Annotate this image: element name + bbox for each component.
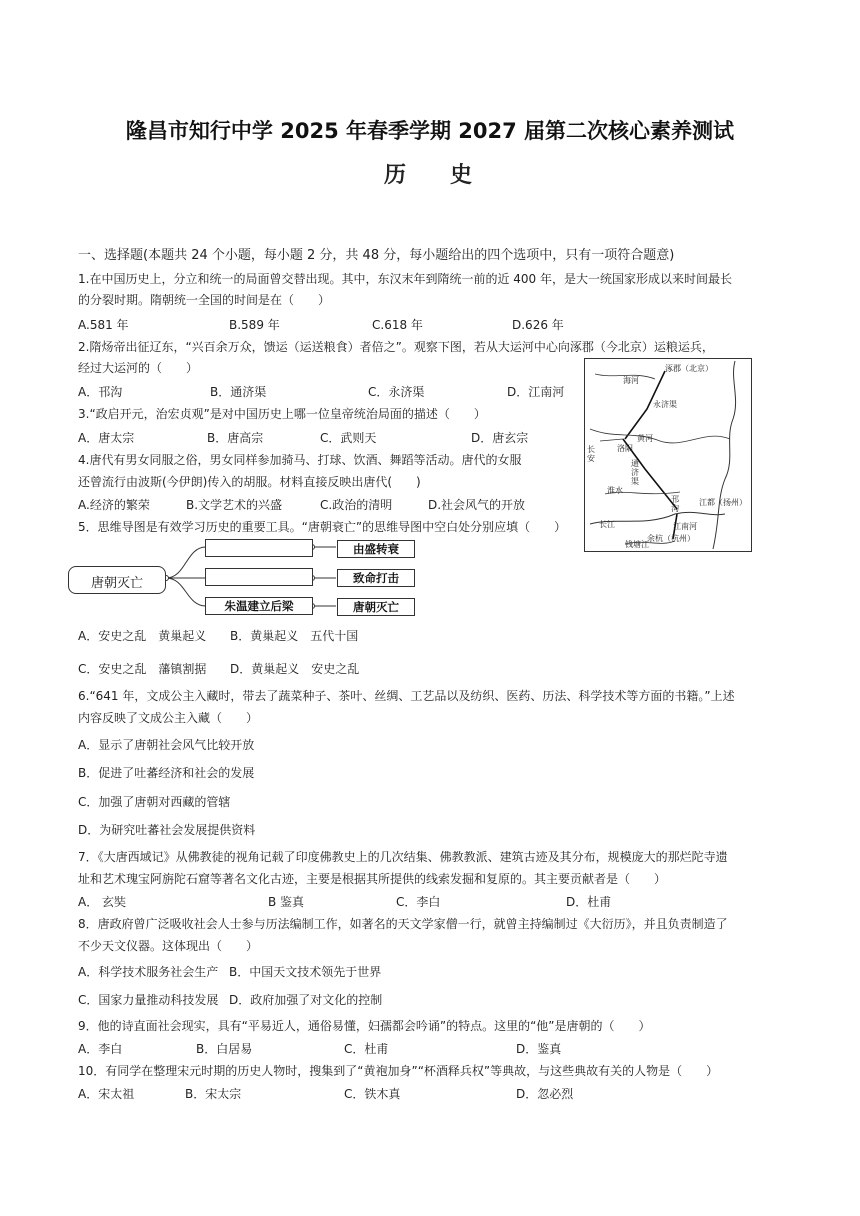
q5-stem: 5．思维导图是有效学习历史的重要工具。“唐朝衰亡”的思维导图中空白处分别应填（ ） xyxy=(78,520,567,534)
q3-option-d[interactable]: D．唐玄宗 xyxy=(471,431,529,445)
q7-option-a[interactable]: A． 玄奘 xyxy=(78,895,127,909)
q4-stem-line2: 还曾流行由波斯(今伊朗)传入的胡服。材料直接反映出唐代( ) xyxy=(78,475,421,489)
q7-stem-line1: 7．《大唐西域记》从佛教徒的视角记载了印度佛教史上的几次结集、佛教教派、建筑古迹及其分布，规模庞大的那烂陀寺遗 xyxy=(78,850,728,864)
subject-title: 历史 xyxy=(384,163,517,188)
mindmap-blank-1 xyxy=(205,539,313,557)
q1-option-d[interactable]: D.626 年 xyxy=(512,318,564,332)
q6-option-c[interactable]: C．加强了唐朝对西藏的管辖 xyxy=(78,795,231,809)
q6-option-d[interactable]: D．为研究吐蕃社会发展提供资料 xyxy=(78,823,256,837)
q7-option-c[interactable]: C．李白 xyxy=(396,895,441,909)
q4-option-b[interactable]: B.文学艺术的兴盛 xyxy=(186,498,283,512)
q6-stem-line1: 6.“641 年，文成公主入藏时，带去了蔬菜种子、茶叶、丝绸、工艺品以及纺织、医药、历法、科学技术等方面的书籍。”上述 xyxy=(78,689,735,703)
map-label-yongjiqu: 永济渠 xyxy=(653,400,677,409)
q2-option-d[interactable]: D．江南河 xyxy=(507,385,565,399)
q10-option-c[interactable]: C．铁木真 xyxy=(344,1087,401,1101)
q10-option-b[interactable]: B．宋太宗 xyxy=(185,1087,242,1101)
q10-option-a[interactable]: A．宋太祖 xyxy=(78,1087,135,1101)
map-label-jiangnanhe: 江南河 xyxy=(673,522,697,531)
q9-option-b[interactable]: B．白居易 xyxy=(196,1042,253,1056)
q5-option-d[interactable]: D．黄巢起义 安史之乱 xyxy=(230,662,360,676)
mindmap-branch-3 xyxy=(205,597,313,615)
q2-option-a[interactable]: A．邗沟 xyxy=(78,385,123,399)
map-label-luoyang: 洛阳 xyxy=(617,444,633,453)
q8-stem-line1: 8．唐政府曾广泛吸收社会人士参与历法编制工作，如著名的天文学家僧一行，就曾主持编制过《大衍历》，并且负责制造了 xyxy=(78,917,728,931)
q1-option-a[interactable]: A.581 年 xyxy=(78,318,129,332)
section-heading: 一、选择题(本题共 24 个小题，每小题 2 分，共 48 分，每小题给出的四个选项中，只有一项符合题意) xyxy=(78,248,675,263)
q4-stem-line1: 4.唐代有男女同服之俗，男女同样参加骑马、打球、饮酒、舞蹈等活动。唐代的女服 xyxy=(78,453,522,467)
map-label-qiantang: 钱塘江 xyxy=(625,540,649,549)
q6-option-b[interactable]: B．促进了吐蕃经济和社会的发展 xyxy=(78,766,255,780)
map-label-zhuojun: 涿郡（北京） xyxy=(665,364,713,373)
q6-stem-line2: 内容反映了文成公主入藏（ ） xyxy=(78,711,259,725)
q7-stem-line2: 址和艺术瑰宝阿旃陀石窟等著名文化古迹，主要是根据其所提供的线索发掘和复原的。其主要贡献者是（ ） xyxy=(78,872,667,886)
q7-option-d[interactable]: D．杜甫 xyxy=(566,895,612,909)
map-label-huaishui: 淮水 xyxy=(607,486,623,495)
q3-option-a[interactable]: A．唐太宗 xyxy=(78,431,135,445)
q8-stem-line2: 不少天文仪器。这体现出（ ） xyxy=(78,939,259,953)
q8-option-c[interactable]: C．国家力量推动科技发展 xyxy=(78,993,219,1007)
q5-option-c[interactable]: C．安史之乱 藩镇割据 xyxy=(78,662,207,676)
q4-option-d[interactable]: D.社会风气的开放 xyxy=(428,498,526,512)
map-label-jiangdu: 江都（扬州） xyxy=(699,498,747,507)
q10-stem: 10．有同学在整理宋元时期的历史人物时，搜集到了“黄袍加身”“杯酒释兵权”等典故，与这些典故有关的人物是（ ） xyxy=(78,1064,719,1078)
map-label-changjiang: 长江 xyxy=(599,520,615,529)
mindmap-blank-2 xyxy=(205,568,313,586)
q1-stem-line1: 1.在中国历史上，分立和统一的局面曾交替出现。其中，东汉末年到隋统一前的近 400 年，是大一统国家形成以来时间最长 xyxy=(78,272,732,286)
mindmap-result-2-label: 致命打击 xyxy=(353,571,399,585)
map-label-haihe: 海河 xyxy=(623,376,639,385)
q8-option-d[interactable]: D．政府加强了对文化的控制 xyxy=(229,993,383,1007)
mindmap-result-1 xyxy=(337,540,415,558)
mindmap-result-3-label: 唐朝灭亡 xyxy=(353,600,399,614)
exam-title: 隆昌市知行中学 2025 年春季学期 2027 届第二次核心素养测试 xyxy=(125,119,735,143)
q1-option-b[interactable]: B.589 年 xyxy=(229,318,280,332)
q4-option-a[interactable]: A.经济的繁荣 xyxy=(78,498,150,512)
mindmap-result-2 xyxy=(337,569,415,587)
q2-stem-line2: 经过大运河的（ ） xyxy=(78,361,199,375)
map-label-huanghe: 黄河 xyxy=(637,434,653,443)
q10-option-d[interactable]: D．忽必烈 xyxy=(516,1087,574,1101)
q5-option-a[interactable]: A．安史之乱 黄巢起义 xyxy=(78,629,207,643)
map-label-changan: 长安 xyxy=(587,445,595,463)
q8-option-a[interactable]: A．科学技术服务社会生产 xyxy=(78,965,219,979)
map-label-hangou: 邗沟 xyxy=(671,495,679,513)
q5-option-b[interactable]: B．黄巢起义 五代十国 xyxy=(230,629,359,643)
mindmap-root xyxy=(68,566,166,594)
q2-option-b[interactable]: B．通济渠 xyxy=(210,385,267,399)
q3-stem: 3.“政启开元，治宏贞观”是对中国历史上哪一位皇帝统治局面的描述（ ） xyxy=(78,407,486,421)
q2-option-c[interactable]: C．永济渠 xyxy=(368,385,425,399)
q3-option-c[interactable]: C．武则天 xyxy=(320,431,377,445)
map-label-tongjiqu: 通济渠 xyxy=(631,459,639,486)
q6-option-a[interactable]: A．显示了唐朝社会风气比较开放 xyxy=(78,738,255,752)
q1-stem-line2: 的分裂时期。隋朝统一全国的时间是在（ ） xyxy=(78,293,331,307)
q8-option-b[interactable]: B．中国天文技术领先于世界 xyxy=(229,965,382,979)
q9-option-a[interactable]: A．李白 xyxy=(78,1042,123,1056)
mindmap-branch-3-label: 朱温建立后梁 xyxy=(224,599,294,613)
grand-canal-map xyxy=(584,358,752,552)
mindmap-root-label: 唐朝灭亡 xyxy=(90,576,143,591)
mindmap-result-3 xyxy=(337,598,415,616)
q1-option-c[interactable]: C.618 年 xyxy=(372,318,423,332)
q7-option-b[interactable]: B 鉴真 xyxy=(268,895,305,909)
q4-option-c[interactable]: C.政治的清明 xyxy=(320,498,393,512)
q9-option-c[interactable]: C．杜甫 xyxy=(344,1042,389,1056)
q9-option-d[interactable]: D．鉴真 xyxy=(516,1042,562,1056)
mindmap-result-1-label: 由盛转衰 xyxy=(353,542,399,556)
q2-stem-line1: 2.隋炀帝出征辽东，“兴百余万众，馈运（运送粮食）者倍之”。观察下图，若从大运河中心向涿郡（今北京）运粮运兵， xyxy=(78,340,714,354)
q9-stem: 9．他的诗直面社会现实，具有“平易近人，通俗易懂，妇孺都会吟诵”的特点。这里的“他”是唐朝的（ ） xyxy=(78,1019,651,1033)
map-label-yuhang: 余杭（杭州） xyxy=(647,534,695,543)
q3-option-b[interactable]: B．唐高宗 xyxy=(207,431,264,445)
